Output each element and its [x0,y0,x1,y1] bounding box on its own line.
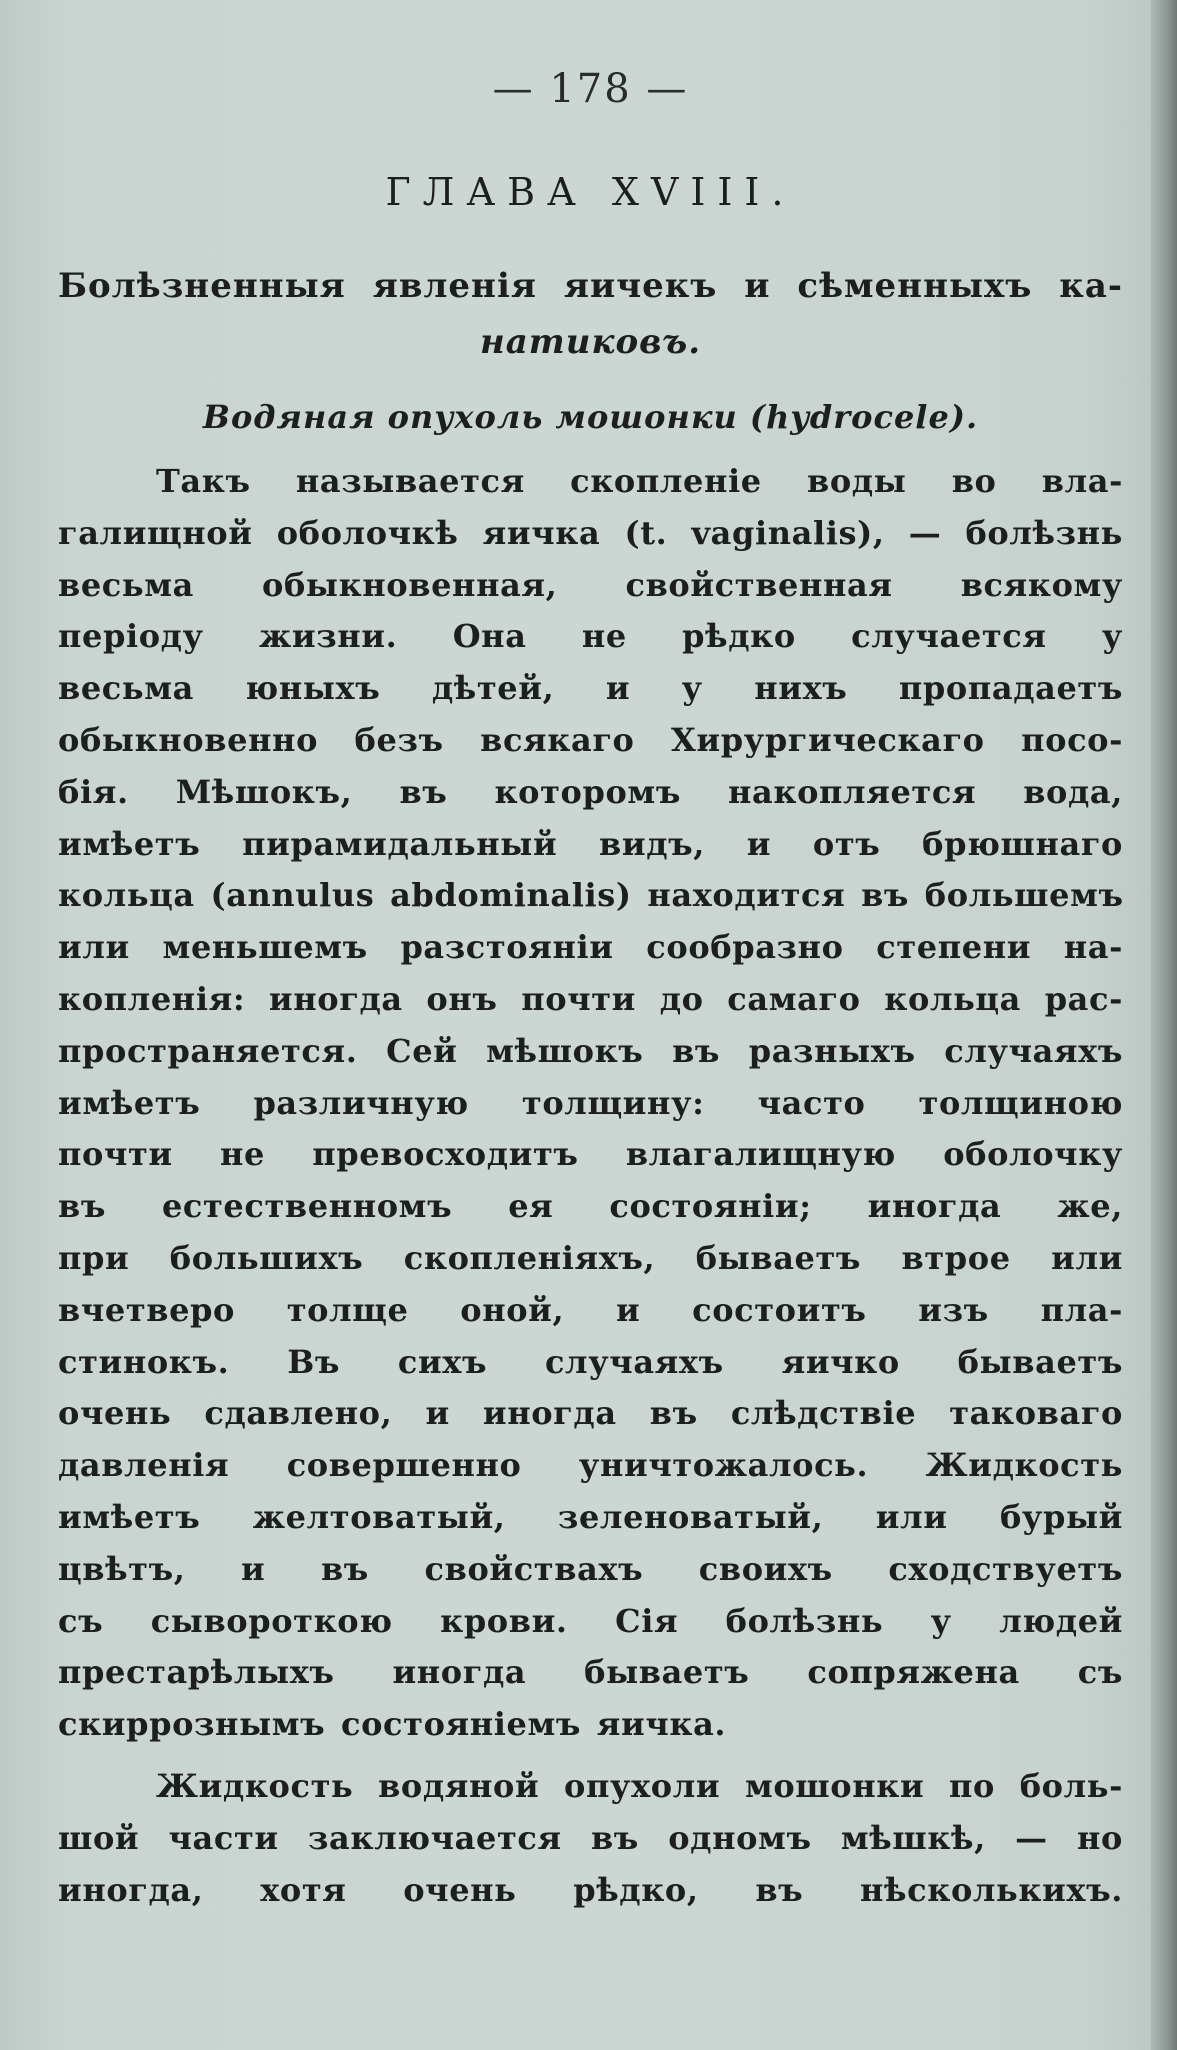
page-text [58,60,1123,1916]
text-line: обыкновенно безъ всякаго Хирургическаго посо- [58,720,1123,759]
page-binding-edge [1151,0,1177,2050]
text-line: вчетверо толще оной, и состоитъ изъ пла- [58,1290,1123,1329]
text-line: пространяется. Сей мѣшокъ въ разныхъ случаяхъ [58,1031,1123,1070]
text-line: галищной оболочкѣ яичка (t. vaginalis), — болѣзнь [58,513,1123,552]
chapter-subtitle-line-2: натиковъ. [479,322,702,362]
paragraph-1 [58,456,1123,1751]
chapter-subtitle-line-1: Болѣзненныя явленія яичекъ и сѣменныхъ ка- [58,266,1123,306]
text-line: скиррознымъ состояніемъ яичка. [58,1705,727,1744]
text-line: имѣетъ различную толщину: часто толщиною [58,1083,1123,1122]
text-line: иногда, хотя очень рѣдко, въ нѣсколькихъ. [58,1870,1123,1909]
text-line: бія. Мѣшокъ, въ которомъ накопляется вода, [58,772,1123,811]
text-line: Такъ называется скопленіе воды во вла- [156,462,1123,500]
page-number: — 178 — [492,66,689,112]
text-line: Жидкость водяной опухоли мошонки по боль- [156,1766,1123,1805]
section-title: Водяная опухоль мошонки (hydrocele). [202,398,979,436]
text-line: цвѣтъ, и въ свойствахъ своихъ сходствуетъ [58,1549,1123,1588]
chapter-heading: ГЛАВА XVIII. [385,170,796,214]
text-line: давленія совершенно уничтожалось. Жидкость [58,1446,1123,1485]
text-line: шой части заключается въ одномъ мѣшкѣ, — но [58,1818,1123,1857]
text-line: престарѣлыхъ иногда бываетъ сопряжена съ [58,1653,1123,1692]
text-line: почти не превосходитъ влагалищную оболочку [58,1135,1123,1174]
text-line: періоду жизни. Она не рѣдко случается у [58,617,1123,656]
text-line: кольца (annulus abdominalis) находится въ большемъ [58,876,1124,915]
text-line: или меньшемъ разстояніи сообразно степени на- [58,928,1123,967]
text-line: при большихъ скопленіяхъ, бываетъ втрое или [58,1238,1123,1277]
text-line: стинокъ. Въ сихъ случаяхъ яичко бываетъ [58,1342,1123,1381]
paragraph-2 [58,1761,1123,1916]
text-line: весьма обыкновенная, свойственная всякому [58,565,1123,604]
text-line: имѣетъ желтоватый, зеленоватый, или бурый [58,1497,1123,1536]
text-line: въ естественномъ ея состояніи; иногда же, [58,1187,1123,1226]
text-line: съ сывороткою крови. Сія болѣзнь у людей [58,1601,1123,1640]
text-line: весьма юныхъ дѣтей, и у нихъ пропадаетъ [58,669,1123,708]
text-line: очень сдавлено, и иногда въ слѣдствіе таковаго [58,1394,1123,1433]
text-line: копленія: иногда онъ почти до самаго кольца рас- [58,979,1123,1018]
text-line: имѣетъ пирамидальный видъ, и отъ брюшнаго [58,824,1123,863]
